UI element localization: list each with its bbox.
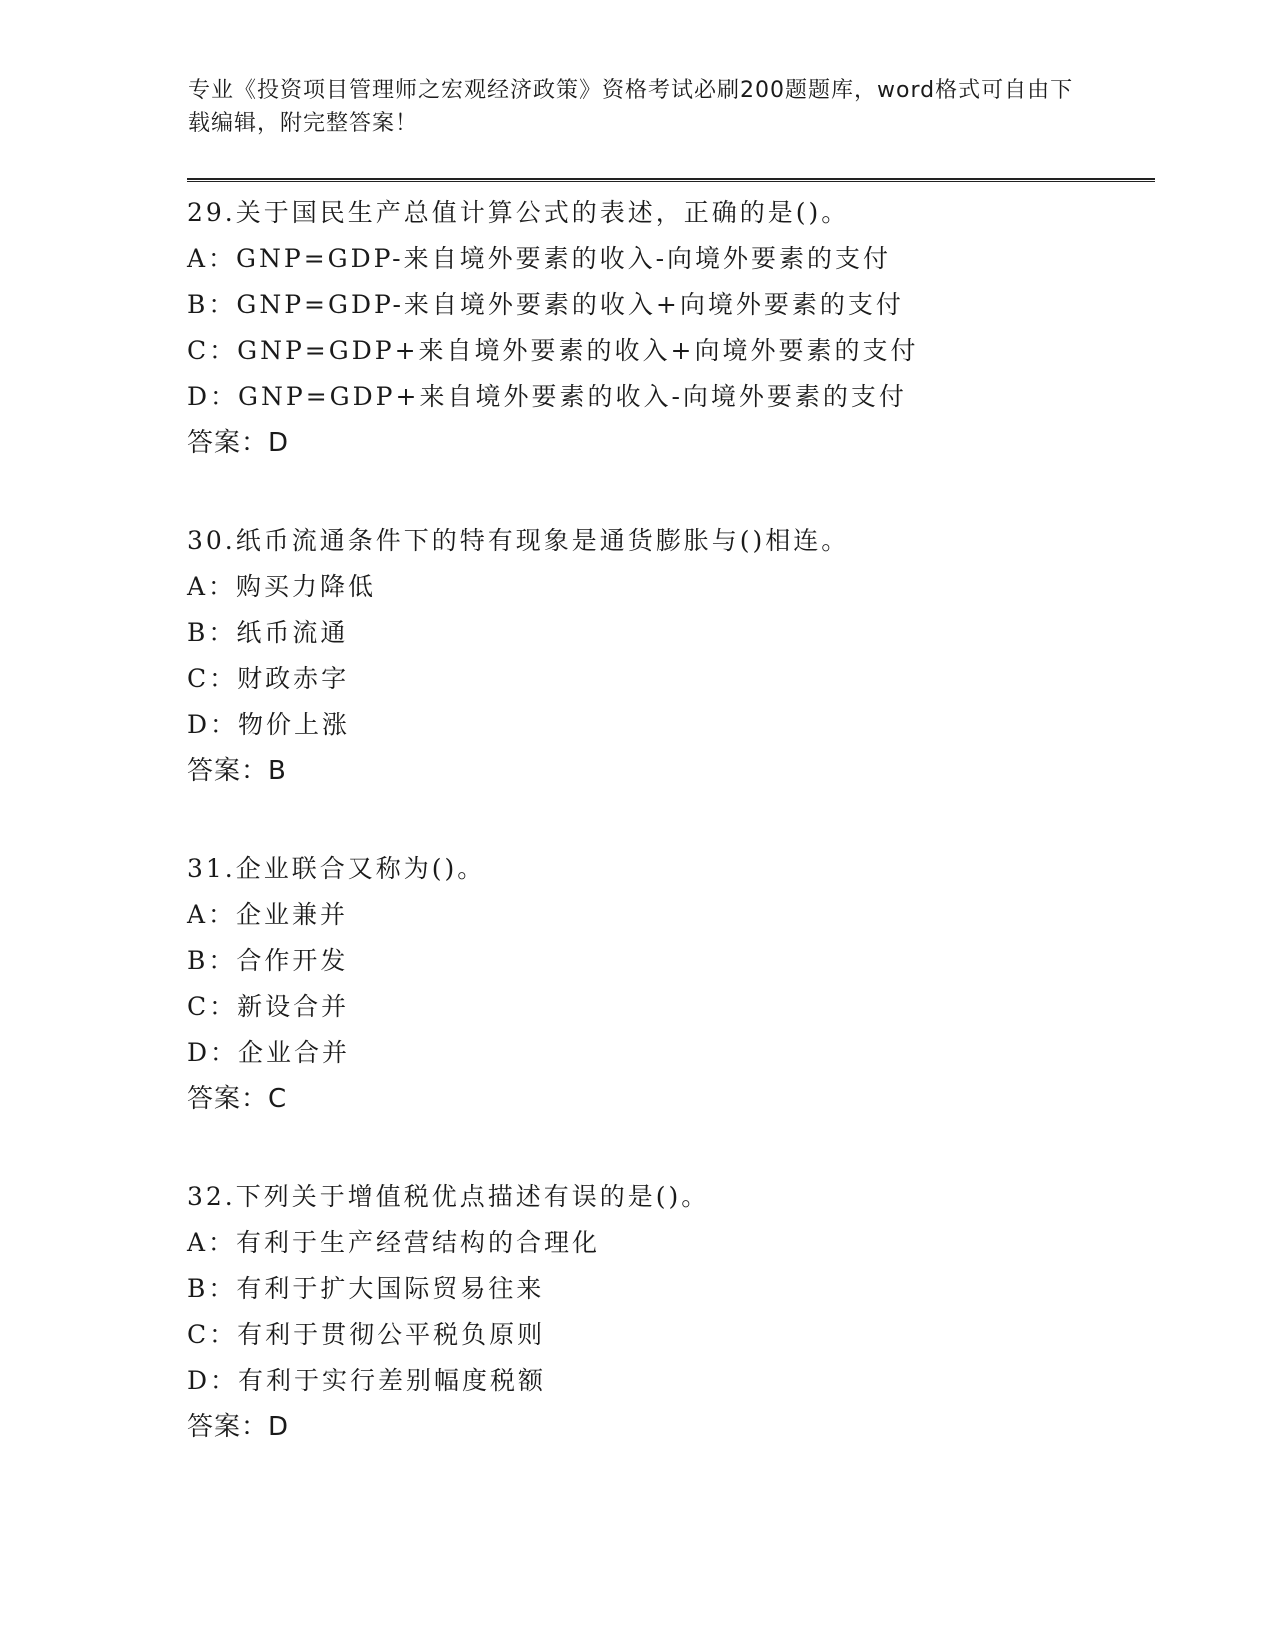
option-d: D：GNP=GDP+来自境外要素的收入-向境外要素的支付	[187, 382, 907, 411]
option-c: C：GNP=GDP+来自境外要素的收入+向境外要素的支付	[187, 336, 919, 365]
option-d: D：企业合并	[187, 1038, 351, 1067]
question-list	[187, 190, 1155, 1502]
option-c: C：财政赤字	[187, 664, 350, 693]
option-c: C：有利于贯彻公平税负原则	[187, 1320, 546, 1349]
option-a: A：购买力降低	[187, 572, 377, 601]
question-31	[187, 846, 1155, 1122]
question-stem: 30.纸币流通条件下的特有现象是通货膨胀与()相连。	[187, 526, 850, 555]
option-b: B：合作开发	[187, 946, 349, 975]
option-b: B：有利于扩大国际贸易往来	[187, 1274, 545, 1303]
option-b: B：GNP=GDP-来自境外要素的收入+向境外要素的支付	[187, 290, 904, 319]
option-c: C：新设合并	[187, 992, 350, 1021]
header-divider	[187, 178, 1155, 182]
option-d: D：物价上涨	[187, 710, 351, 739]
option-a: A：企业兼并	[187, 900, 349, 929]
question-stem: 31.企业联合又称为()。	[187, 854, 486, 883]
answer-label: 答案：C	[187, 1084, 288, 1114]
question-stem: 32.下列关于增值税优点描述有误的是()。	[187, 1182, 710, 1211]
document-header: 专业《投资项目管理师之宏观经济政策》资格考试必刷200题题库，word格式可自由下载编辑，附完整答案！	[188, 78, 1074, 136]
answer-label: 答案：B	[187, 756, 287, 786]
question-32	[187, 1174, 1155, 1450]
question-30	[187, 518, 1155, 794]
answer-label: 答案：D	[187, 1412, 290, 1442]
answer-label: 答案：D	[187, 428, 290, 458]
option-b: B：纸币流通	[187, 618, 349, 647]
question-29	[187, 190, 1155, 466]
option-d: D：有利于实行差别幅度税额	[187, 1366, 547, 1395]
option-a: A：GNP=GDP-来自境外要素的收入-向境外要素的支付	[187, 244, 892, 273]
question-stem: 29.关于国民生产总值计算公式的表述，正确的是()。	[187, 198, 850, 227]
option-a: A：有利于生产经营结构的合理化	[187, 1228, 601, 1257]
